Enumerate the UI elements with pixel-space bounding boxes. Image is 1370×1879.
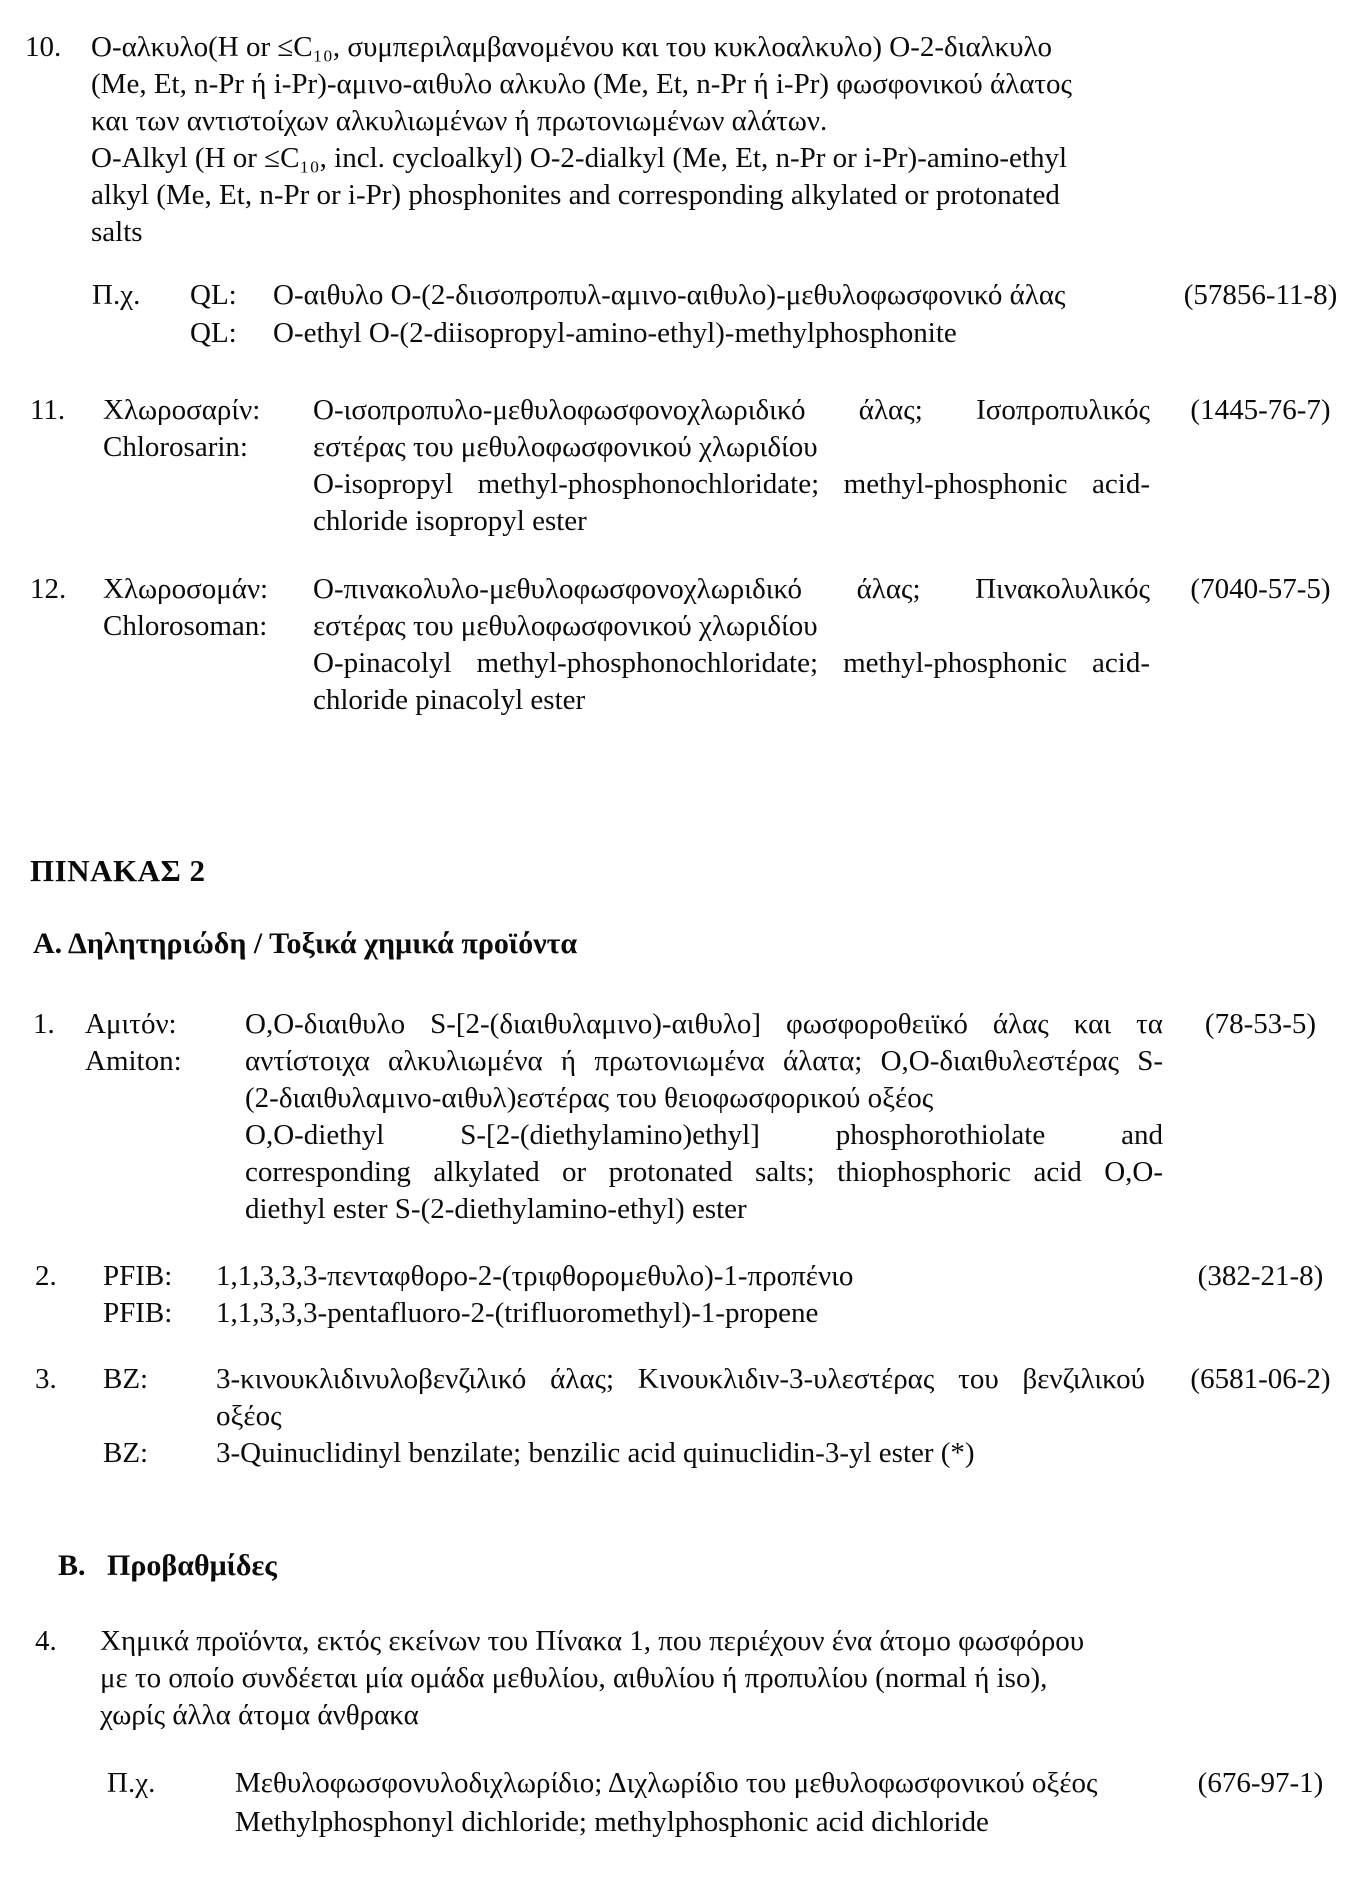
text-line (0, 1623, 1370, 1660)
entry-1-number: 1. (33, 1008, 55, 1040)
text-line (0, 214, 1370, 251)
text-line (0, 1803, 1370, 1842)
text-line (0, 1191, 1370, 1228)
ql-english-name: O-ethyl O-(2-diisopropyl-amino-ethyl)-methylphosphonite (273, 317, 957, 349)
text-line (0, 1546, 1370, 1586)
entry-10-english-line-2: alkyl (Me, Et, n-Pr or i-Pr) phosphonites and corresponding alkylated or protonated (91, 179, 1060, 211)
text-line (0, 571, 1370, 608)
entry-11-number: 11. (30, 394, 66, 426)
text-line (0, 1295, 1370, 1332)
cas-number: (57856-11-8) (1183, 279, 1338, 311)
text-line (0, 140, 1370, 177)
entry-10-greek-line-1: Ο-αλκυλο(Η or ≤C₁₀, συμπεριλαμβανομένου και του κυκλοαλκυλο) Ο-2-διαλκυλο (91, 31, 1053, 63)
cas-number: (382-21-8) (1197, 1260, 1324, 1292)
text-line (0, 1258, 1370, 1295)
entry-11-desc-line-3: O-isopropyl methyl-phosphonochloridate; methyl-phosphonic acid- (313, 468, 1150, 500)
entry-12-desc-line-3: O-pinacolyl methyl-phosphonochloridate; methyl-phosphonic acid- (313, 647, 1150, 679)
entry-10 (0, 29, 1370, 251)
cas-number: (6581-06-2) (1190, 1363, 1331, 1395)
entry-2-desc-line-1: 1,1,3,3,3-πενταφθορο-2-(τριφθορομεθυλο)-1-προπένιο (216, 1260, 854, 1292)
entry-4-line-2: με το οποίο συνδέεται μία ομάδα μεθυλίου, αιθυλίου ή προπυλίου (normal ή iso), (100, 1662, 1048, 1694)
entry-12-number: 12. (30, 573, 67, 605)
section-b-title: Προβαθμίδες (107, 1549, 277, 1582)
text-line (0, 851, 1370, 891)
entry-11-desc-line-4: chloride isopropyl ester (313, 505, 587, 537)
text-line (0, 503, 1370, 540)
example-ql (0, 276, 1370, 352)
entry-1-desc-line-4: O,O-diethyl S-[2-(diethylamino)ethyl] phosphorothiolate and (245, 1119, 1163, 1151)
entry-3-label: BZ: (103, 1363, 149, 1395)
example-greek-name: Μεθυλοφωσφονυλοδιχλωρίδιο; Διχλωρίδιο του μεθυλοφωσφονικού οξέος (235, 1767, 1098, 1799)
entry-12-name-greek: Χλωροσομάν: (103, 573, 269, 605)
example-label: Π.χ. (92, 279, 141, 311)
text-line (0, 276, 1370, 314)
entry-3-bz (0, 1361, 1370, 1472)
text-line (0, 429, 1370, 466)
entry-11-name-english: Chlorosarin: (103, 431, 248, 463)
entry-4-line-3: χωρίς άλλα άτομα άνθρακα (100, 1699, 419, 1731)
cas-number: (78-53-5) (1204, 1008, 1317, 1040)
entry-1-desc-line-5: corresponding alkylated or protonated salts; thiophosphoric acid O,O- (245, 1156, 1163, 1188)
entry-10-english-line-3: salts (91, 216, 143, 248)
entry-3-desc-line-3: 3-Quinuclidinyl benzilate; benzilic acid quinuclidin-3-yl ester (*) (216, 1437, 975, 1469)
text-line (0, 466, 1370, 503)
text-line (0, 103, 1370, 140)
entry-1-desc-line-2: αντίστοιχα αλκυλιωμένα ή πρωτονιωμένα άλατα; Ο,Ο-διαιθυλεστέρας S- (245, 1045, 1163, 1077)
entry-1-name-greek: Αμιτόν: (85, 1008, 177, 1040)
entry-4-precursors (0, 1623, 1370, 1734)
cas-number: (1445-76-7) (1190, 394, 1331, 426)
entry-2-number: 2. (35, 1260, 57, 1292)
text-line (0, 177, 1370, 214)
entry-10-greek-line-2: (Me, Et, n-Pr ή i-Pr)-αμινο-αιθυλο αλκυλο (Me, Et, n-Pr ή i-Pr) φωσφονικού άλατος (91, 68, 1073, 100)
entry-2-pfib (0, 1258, 1370, 1332)
entry-10-english-line-1: O-Alkyl (H or ≤C₁₀, incl. cycloalkyl) O-2-dialkyl (Me, Et, n-Pr or i-Pr)-amino-ethyl (91, 142, 1068, 174)
entry-2-label: PFIB: (103, 1297, 173, 1329)
text-line (0, 1697, 1370, 1734)
entry-1-desc-line-3: (2-διαιθυλαμινο-αιθυλ)εστέρας του θειοφωσφορικού οξέος (245, 1082, 934, 1114)
ql-code: QL: (190, 279, 237, 311)
entry-3-number: 3. (35, 1363, 57, 1395)
table-2-heading (0, 851, 1370, 891)
section-b-letter: Β. (58, 1549, 86, 1582)
section-b-heading (0, 1546, 1370, 1586)
entry-1-amiton (0, 1006, 1370, 1228)
text-line (0, 1006, 1370, 1043)
entry-3-label: BZ: (103, 1437, 149, 1469)
text-line (0, 66, 1370, 103)
table-2-title: ΠΙΝΑΚΑΣ 2 (30, 853, 206, 888)
text-line (0, 682, 1370, 719)
entry-11-desc-line-2: εστέρας του μεθυλοφωσφονικού χλωριδίου (313, 431, 818, 463)
example-label: Π.χ. (107, 1767, 156, 1799)
entry-1-name-english: Amiton: (85, 1045, 182, 1077)
entry-2-label: PFIB: (103, 1260, 173, 1292)
entry-11-desc-line-1: Ο-ισοπροπυλο-μεθυλοφωσφονοχλωριδικό άλας; Ισοπροπυλικός (313, 394, 1150, 426)
example-english-name: Methylphosphonyl dichloride; methylphosphonic acid dichloride (235, 1806, 989, 1838)
text-line (0, 392, 1370, 429)
section-a-title: Α. Δηλητηριώδη / Τοξικά χημικά προϊόντα (33, 927, 578, 960)
text-line (0, 924, 1370, 964)
ql-code: QL: (190, 317, 237, 349)
text-line (0, 645, 1370, 682)
entry-4-line-1: Χημικά προϊόντα, εκτός εκείνων του Πίνακα 1, που περιέχουν ένα άτομο φωσφόρου (100, 1625, 1085, 1657)
example-methylphosphonyl (0, 1764, 1370, 1842)
entry-11-chlorosarin (0, 392, 1370, 540)
text-line (0, 1435, 1370, 1472)
entry-11-name-greek: Χλωροσαρίν: (103, 394, 261, 426)
cas-number: (676-97-1) (1197, 1767, 1324, 1799)
text-line (0, 1154, 1370, 1191)
entry-10-greek-line-3: και των αντιστοίχων αλκυλιωμένων ή πρωτονιωμένων αλάτων. (91, 105, 828, 137)
entry-12-name-english: Chlorosoman: (103, 610, 268, 642)
entry-1-desc-line-1: Ο,Ο-διαιθυλο S-[2-(διαιθυλαμινο)-αιθυλο] φωσφοροθειϊκό άλας και τα (245, 1008, 1163, 1040)
text-line (0, 1660, 1370, 1697)
text-line (0, 1398, 1370, 1435)
entry-12-desc-line-4: chloride pinacolyl ester (313, 684, 586, 716)
text-line (0, 29, 1370, 66)
entry-1-desc-line-6: diethyl ester S-(2-diethylamino-ethyl) ester (245, 1193, 747, 1225)
entry-10-number: 10. (25, 31, 62, 63)
text-line (0, 1764, 1370, 1803)
text-line (0, 608, 1370, 645)
entry-12-desc-line-1: Ο-πινακολυλο-μεθυλοφωσφονοχλωριδικό άλας; Πινακολυλικός (313, 573, 1150, 605)
text-line (0, 1080, 1370, 1117)
text-line (0, 1043, 1370, 1080)
entry-2-desc-line-2: 1,1,3,3,3-pentafluoro-2-(trifluoromethyl)-1-propene (216, 1297, 819, 1329)
entry-12-chlorosoman (0, 571, 1370, 719)
text-line (0, 1117, 1370, 1154)
ql-greek-name: Ο-αιθυλο Ο-(2-διισοπροπυλ-αμινο-αιθυλο)-μεθυλοφωσφονικό άλας (273, 279, 1066, 311)
cas-number: (7040-57-5) (1190, 573, 1331, 605)
entry-3-desc-line-1: 3-κινουκλιδινυλοβενζιλικό άλας; Κινουκλιδιν-3-υλεστέρας του βενζιλικού (216, 1363, 1145, 1395)
entry-3-desc-line-2: οξέος (216, 1400, 282, 1432)
entry-12-desc-line-2: εστέρας του μεθυλοφωσφονικού χλωριδίου (313, 610, 818, 642)
text-line (0, 314, 1370, 352)
section-a-heading (0, 924, 1370, 964)
entry-4-number: 4. (35, 1625, 57, 1657)
text-line (0, 1361, 1370, 1398)
